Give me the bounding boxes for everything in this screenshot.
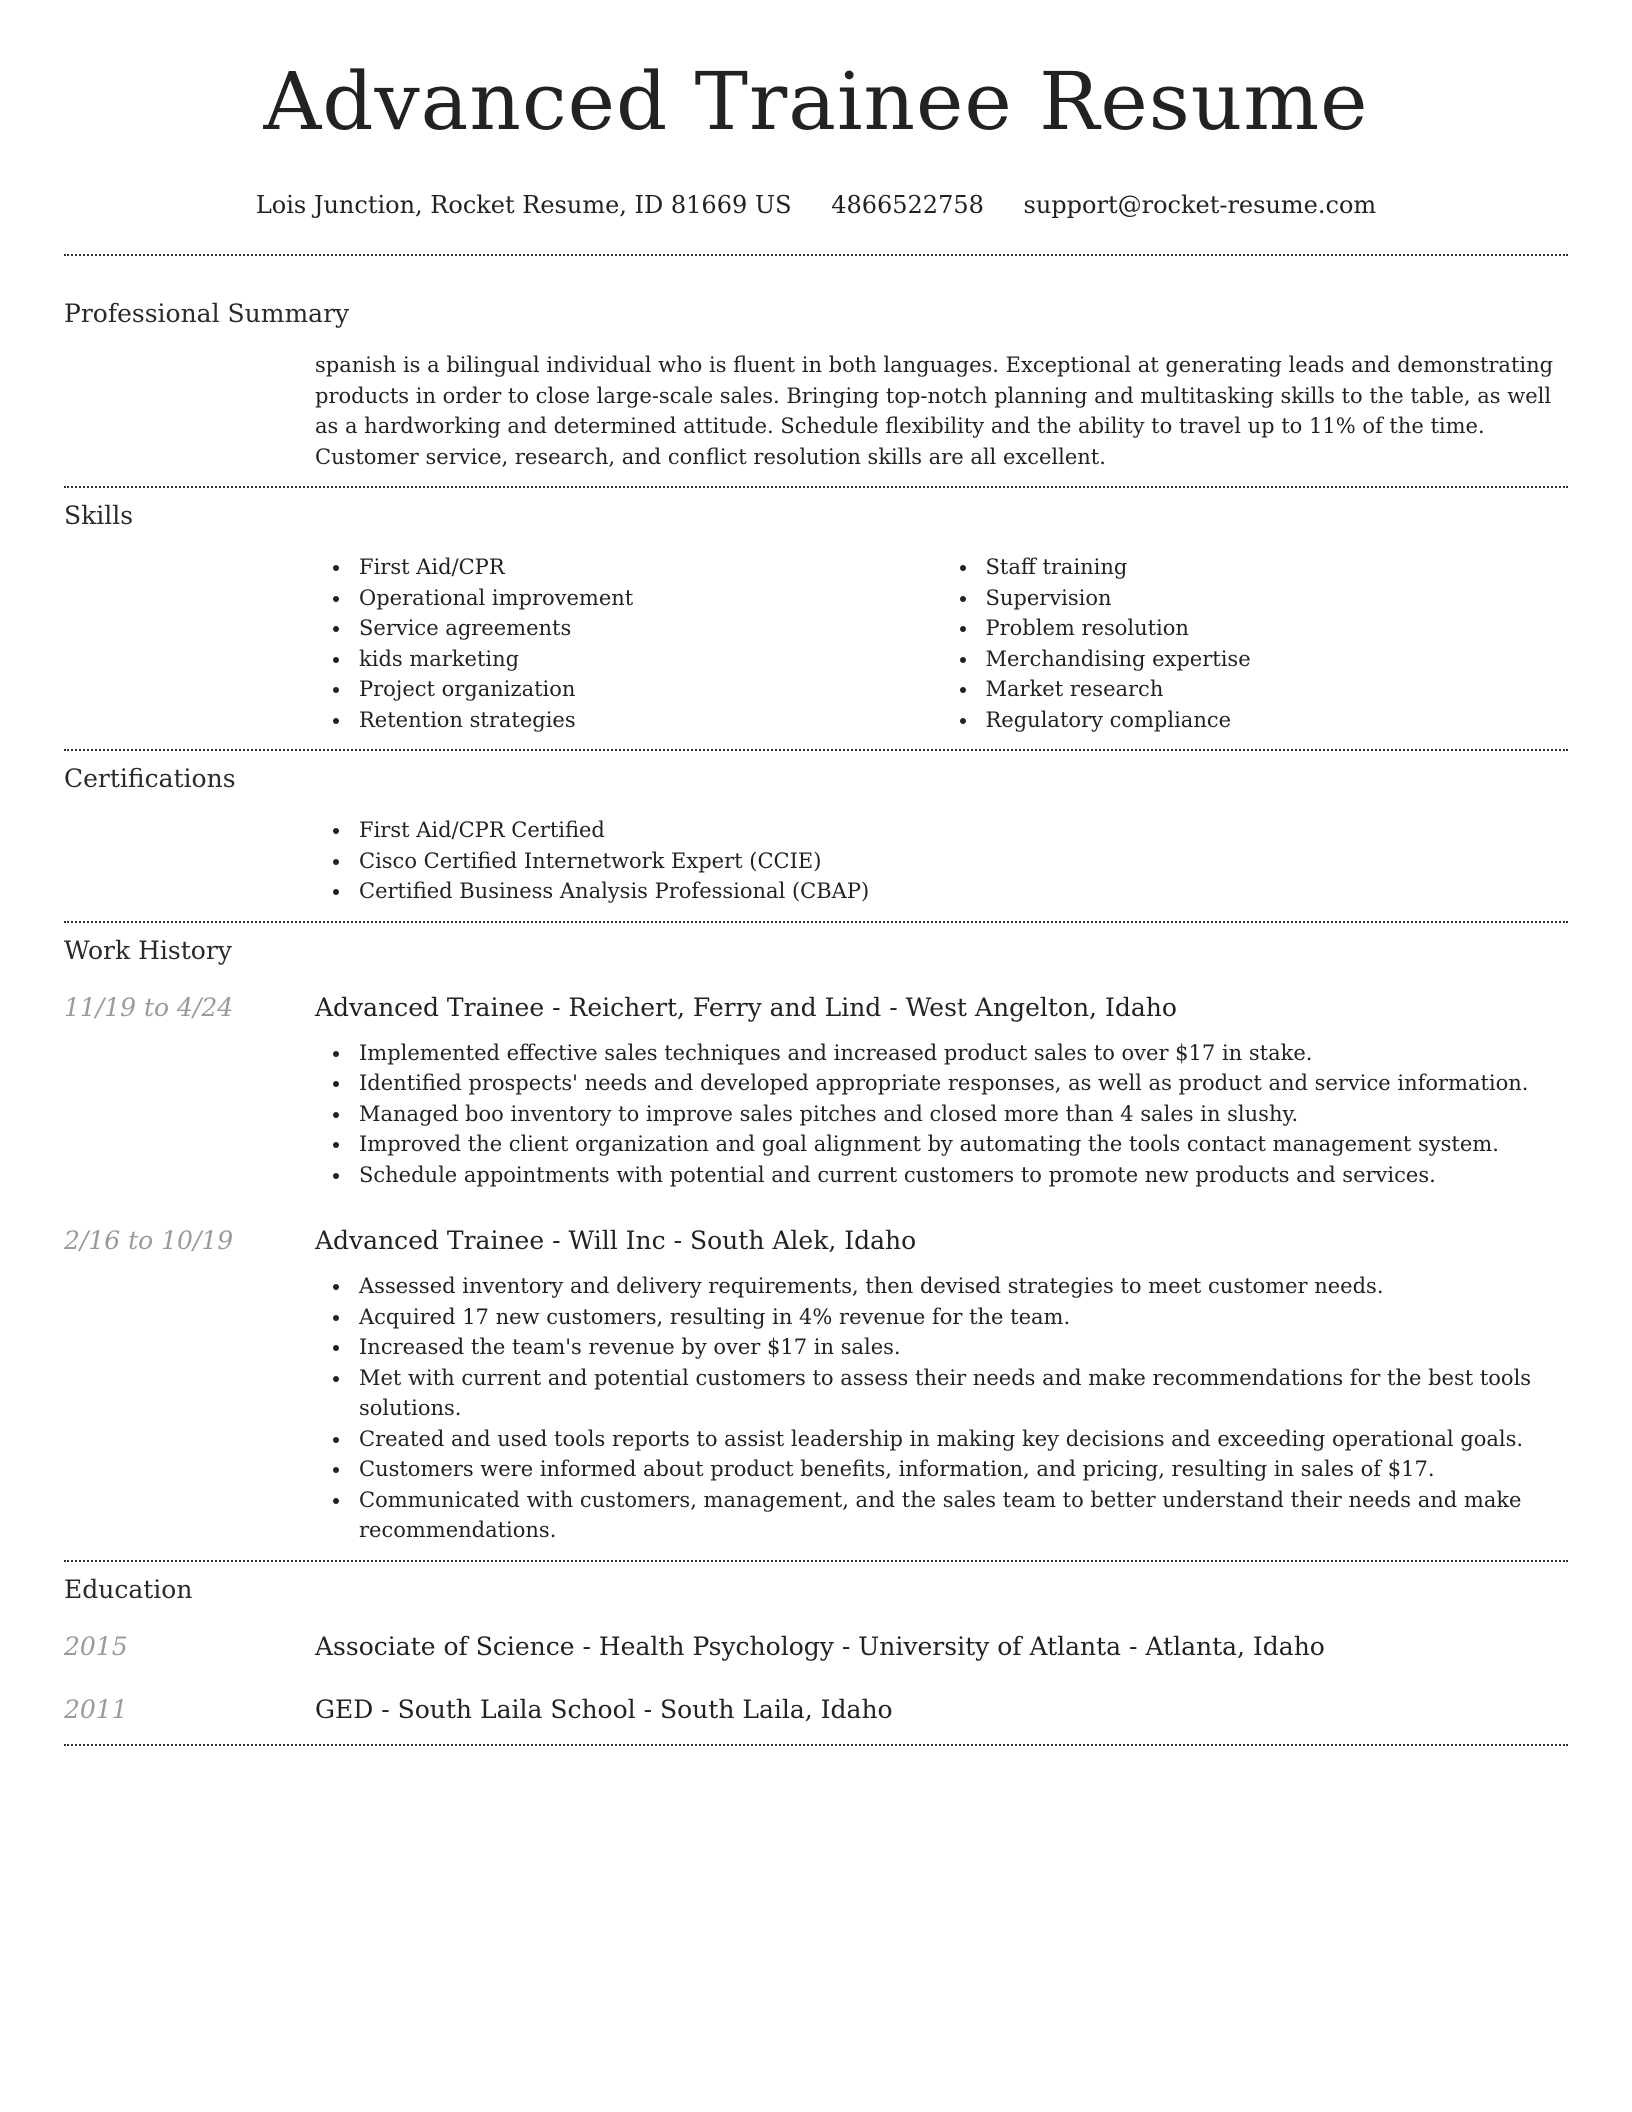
certification-item: Cisco Certified Internetwork Expert (CCIE) — [359, 846, 1568, 877]
job-entry — [64, 1226, 1568, 1255]
job-bullet: Schedule appointments with potential and current customers to promote new products and services. — [359, 1160, 1568, 1191]
job-bullet: Identified prospects' needs and developed appropriate responses, as well as product and service information. — [359, 1068, 1568, 1099]
job-bullet: Met with current and potential customers to assess their needs and make recommendations for the best tools solutions. — [359, 1363, 1568, 1424]
job-bullet: Assessed inventory and delivery requirements, then devised strategies to meet customer needs. — [359, 1271, 1568, 1302]
job-title: Advanced Trainee - Reichert, Ferry and Lind - West Angelton, Idaho — [315, 992, 1177, 1022]
job-bullets — [315, 1038, 1568, 1191]
job-dates: 11/19 to 4/24 — [64, 992, 234, 1022]
education-year: 2011 — [64, 1694, 128, 1724]
skill-item: Market research — [986, 674, 1569, 705]
education-entry — [64, 1632, 1568, 1661]
job-bullets — [315, 1271, 1568, 1546]
skill-item: Merchandising expertise — [986, 644, 1569, 675]
job-bullet: Created and used tools reports to assist leadership in making key decisions and exceeding operational goals. — [359, 1424, 1568, 1455]
skill-item: Operational improvement — [359, 583, 942, 614]
certification-item: First Aid/CPR Certified — [359, 815, 1568, 846]
summary-text: spanish is a bilingual individual who is fluent in both languages. Exceptional at generating leads and demonstrating products in order to close large-scale sales. Bringing top-notch planning and multitasking skills to the table, as well as a hardworking and determined attitude. Schedule flexibility and the ability to travel up to 11% of the time. Customer service, research, and conflict resolution skills are all excellent. — [315, 353, 1554, 469]
education-entry — [64, 1695, 1568, 1724]
skill-item: Service agreements — [359, 613, 942, 644]
skills-column-right — [942, 552, 1569, 735]
certification-item: Certified Business Analysis Professional (CBAP) — [359, 876, 1568, 907]
skill-item: Regulatory compliance — [986, 705, 1569, 736]
education-title: Associate of Science - Health Psychology - University of Atlanta - Atlanta, Idaho — [315, 1631, 1325, 1661]
job-entry — [64, 993, 1568, 1022]
job-bullet: Improved the client organization and goal alignment by automating the tools contact management system. — [359, 1129, 1568, 1160]
job-bullet: Customers were informed about product benefits, information, and pricing, resulting in sales of $17. — [359, 1454, 1568, 1485]
skill-item: Retention strategies — [359, 705, 942, 736]
section-heading-work-history: Work History — [64, 935, 232, 965]
skills-column-left — [315, 552, 942, 735]
job-title: Advanced Trainee - Will Inc - South Alek, Idaho — [315, 1226, 917, 1255]
section-heading-certifications: Certifications — [64, 764, 236, 793]
divider — [64, 254, 1568, 256]
skill-item: Problem resolution — [986, 613, 1569, 644]
certifications-list — [315, 815, 1568, 921]
job-bullet: Implemented effective sales techniques and increased product sales to over $17 in stake. — [359, 1038, 1568, 1069]
education-year: 2015 — [64, 1631, 128, 1661]
job-bullet: Communicated with customers, management, and the sales team to better understand their needs and make recommendations. — [359, 1485, 1568, 1546]
skills-list — [315, 552, 1568, 749]
job-bullet: Managed boo inventory to improve sales pitches and closed more than 4 sales in slushy. — [359, 1099, 1568, 1130]
contact-email[interactable]: support@rocket-resume.com — [1023, 191, 1377, 219]
contact-phone: 4866522758 — [831, 191, 984, 219]
job-dates: 2/16 to 10/19 — [64, 1226, 234, 1255]
section-heading-education: Education — [64, 1574, 193, 1604]
skill-item: Staff training — [986, 552, 1569, 583]
contact-address: Lois Junction, Rocket Resume, ID 81669 US — [255, 191, 792, 219]
section-heading-skills: Skills — [64, 501, 134, 530]
skill-item: First Aid/CPR — [359, 552, 942, 583]
resume-title: Advanced Trainee Resume — [263, 55, 1369, 148]
job-bullet: Acquired 17 new customers, resulting in 4% revenue for the team. — [359, 1302, 1568, 1333]
section-heading-summary: Professional Summary — [64, 299, 350, 328]
skill-item: Supervision — [986, 583, 1569, 614]
divider — [64, 1744, 1568, 1746]
skill-item: Project organization — [359, 674, 942, 705]
contact-line — [64, 190, 1568, 220]
skill-item: kids marketing — [359, 644, 942, 675]
job-bullet: Increased the team's revenue by over $17 in sales. — [359, 1332, 1568, 1363]
education-title: GED - South Laila School - South Laila, Idaho — [315, 1694, 893, 1724]
